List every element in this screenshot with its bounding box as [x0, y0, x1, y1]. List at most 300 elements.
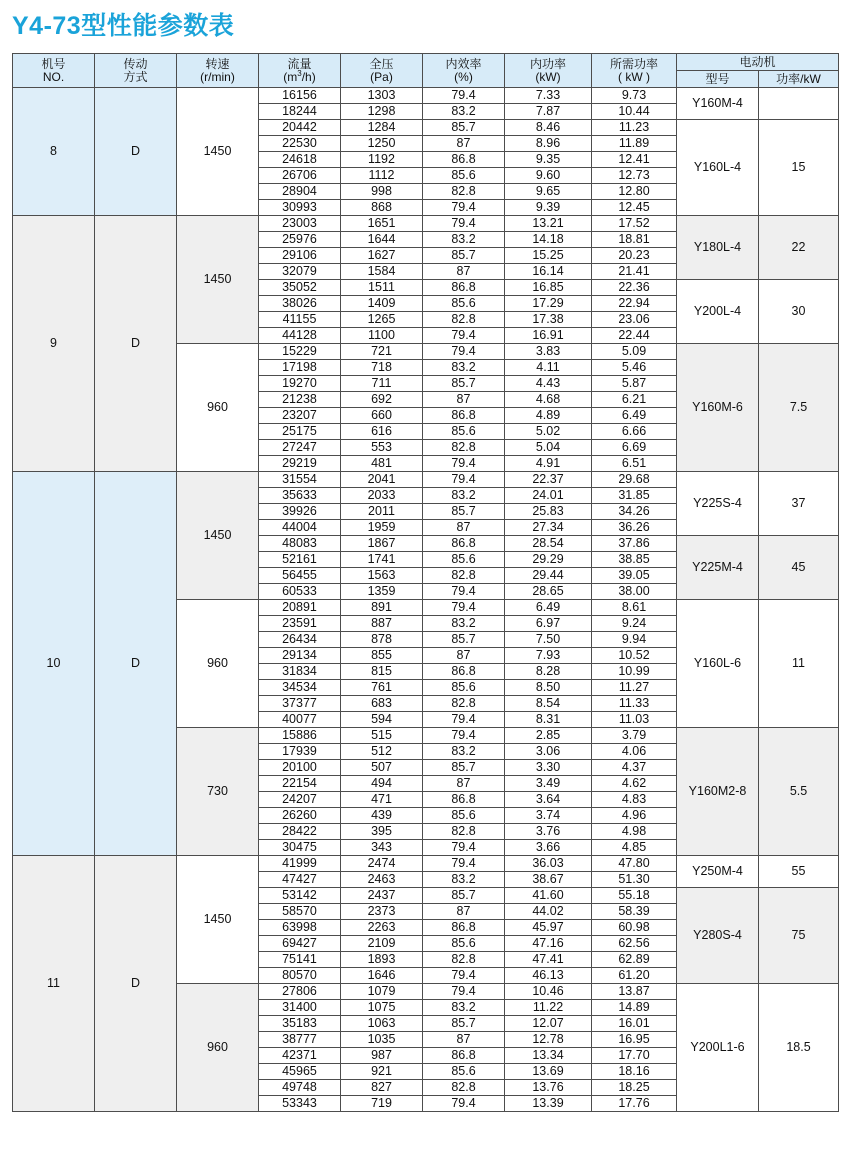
required-power-cell: 6.21	[592, 392, 677, 408]
motor-power-cell: 5.5	[759, 728, 839, 856]
required-power-cell: 37.86	[592, 536, 677, 552]
motor-power-cell: 37	[759, 472, 839, 536]
flow-cell: 48083	[259, 536, 341, 552]
flow-cell: 32079	[259, 264, 341, 280]
required-power-cell: 38.85	[592, 552, 677, 568]
motor-power-cell: 45	[759, 536, 839, 600]
table-row	[13, 216, 839, 232]
drive-cell: D	[95, 216, 177, 472]
required-power-cell: 17.76	[592, 1096, 677, 1112]
pressure-cell: 1250	[341, 136, 423, 152]
speed-cell: 960	[177, 344, 259, 472]
required-power-cell: 4.96	[592, 808, 677, 824]
internal-power-cell: 10.46	[505, 984, 592, 1000]
flow-cell: 29134	[259, 648, 341, 664]
motor-type-cell: Y180L-4	[677, 216, 759, 280]
efficiency-cell: 83.2	[423, 232, 505, 248]
required-power-cell: 8.61	[592, 600, 677, 616]
internal-power-cell: 14.18	[505, 232, 592, 248]
motor-type-cell: Y200L1-6	[677, 984, 759, 1112]
efficiency-cell: 79.4	[423, 344, 505, 360]
motor-type-cell: Y160M2-8	[677, 728, 759, 856]
required-power-cell: 17.70	[592, 1048, 677, 1064]
efficiency-cell: 79.4	[423, 840, 505, 856]
required-power-cell: 18.25	[592, 1080, 677, 1096]
efficiency-cell: 79.4	[423, 216, 505, 232]
internal-power-cell: 4.89	[505, 408, 592, 424]
internal-power-cell: 22.37	[505, 472, 592, 488]
required-power-cell: 60.98	[592, 920, 677, 936]
motor-type-cell: Y160L-4	[677, 120, 759, 216]
efficiency-cell: 79.4	[423, 456, 505, 472]
efficiency-cell: 79.4	[423, 328, 505, 344]
efficiency-cell: 82.8	[423, 440, 505, 456]
required-power-cell: 5.09	[592, 344, 677, 360]
flow-cell: 17939	[259, 744, 341, 760]
flow-cell: 56455	[259, 568, 341, 584]
machine-no-cell: 11	[13, 856, 95, 1112]
pressure-cell: 1644	[341, 232, 423, 248]
pressure-cell: 683	[341, 696, 423, 712]
flow-cell: 28904	[259, 184, 341, 200]
internal-power-cell: 4.91	[505, 456, 592, 472]
motor-type-cell: Y160L-6	[677, 600, 759, 728]
flow-cell: 31834	[259, 664, 341, 680]
pressure-cell: 1584	[341, 264, 423, 280]
flow-cell: 21238	[259, 392, 341, 408]
efficiency-cell: 79.4	[423, 200, 505, 216]
required-power-cell: 5.87	[592, 376, 677, 392]
efficiency-cell: 79.4	[423, 1096, 505, 1112]
required-power-cell: 36.26	[592, 520, 677, 536]
flow-cell: 31400	[259, 1000, 341, 1016]
efficiency-cell: 82.8	[423, 1080, 505, 1096]
required-power-cell: 13.87	[592, 984, 677, 1000]
flow-cell: 20891	[259, 600, 341, 616]
internal-power-cell: 15.25	[505, 248, 592, 264]
efficiency-cell: 83.2	[423, 360, 505, 376]
flow-cell: 27247	[259, 440, 341, 456]
required-power-cell: 22.94	[592, 296, 677, 312]
pressure-cell: 494	[341, 776, 423, 792]
drive-cell: D	[95, 856, 177, 1112]
flow-cell: 35633	[259, 488, 341, 504]
internal-power-cell: 17.38	[505, 312, 592, 328]
internal-power-cell: 47.41	[505, 952, 592, 968]
pressure-cell: 616	[341, 424, 423, 440]
required-power-cell: 4.85	[592, 840, 677, 856]
internal-power-cell: 13.69	[505, 1064, 592, 1080]
efficiency-cell: 87	[423, 392, 505, 408]
motor-power-cell: 55	[759, 856, 839, 888]
internal-power-cell: 17.29	[505, 296, 592, 312]
required-power-cell: 11.89	[592, 136, 677, 152]
efficiency-cell: 85.6	[423, 808, 505, 824]
efficiency-cell: 87	[423, 520, 505, 536]
required-power-cell: 10.99	[592, 664, 677, 680]
internal-power-cell: 38.67	[505, 872, 592, 888]
internal-power-cell: 3.30	[505, 760, 592, 776]
efficiency-cell: 86.8	[423, 536, 505, 552]
required-power-cell: 39.05	[592, 568, 677, 584]
efficiency-cell: 85.6	[423, 168, 505, 184]
flow-cell: 23591	[259, 616, 341, 632]
flow-cell: 26706	[259, 168, 341, 184]
required-power-cell: 58.39	[592, 904, 677, 920]
flow-cell: 25175	[259, 424, 341, 440]
flow-cell: 23207	[259, 408, 341, 424]
internal-power-cell: 3.64	[505, 792, 592, 808]
required-power-cell: 3.79	[592, 728, 677, 744]
flow-cell: 30993	[259, 200, 341, 216]
pressure-cell: 660	[341, 408, 423, 424]
speed-cell: 730	[177, 728, 259, 856]
required-power-cell: 10.44	[592, 104, 677, 120]
required-power-cell: 55.18	[592, 888, 677, 904]
internal-power-cell: 2.85	[505, 728, 592, 744]
page-title: Y4-73型性能参数表	[12, 12, 235, 40]
internal-power-cell: 8.50	[505, 680, 592, 696]
flow-cell: 38026	[259, 296, 341, 312]
required-power-cell: 29.68	[592, 472, 677, 488]
required-power-cell: 20.23	[592, 248, 677, 264]
required-power-cell: 62.89	[592, 952, 677, 968]
internal-power-cell: 13.76	[505, 1080, 592, 1096]
pressure-cell: 921	[341, 1064, 423, 1080]
efficiency-cell: 87	[423, 648, 505, 664]
internal-power-cell: 3.06	[505, 744, 592, 760]
internal-power-cell: 5.04	[505, 440, 592, 456]
pressure-cell: 1959	[341, 520, 423, 536]
speed-cell: 1450	[177, 88, 259, 216]
internal-power-cell: 29.44	[505, 568, 592, 584]
col-header-model-no: 机号 NO.	[13, 54, 95, 88]
speed-cell: 960	[177, 984, 259, 1112]
pressure-cell: 1627	[341, 248, 423, 264]
internal-power-cell: 13.21	[505, 216, 592, 232]
flow-cell: 20100	[259, 760, 341, 776]
pressure-cell: 1409	[341, 296, 423, 312]
internal-power-cell: 25.83	[505, 504, 592, 520]
flow-cell: 47427	[259, 872, 341, 888]
motor-type-cell: Y160M-4	[677, 88, 759, 120]
motor-type-cell: Y160M-6	[677, 344, 759, 472]
pressure-cell: 711	[341, 376, 423, 392]
pressure-cell: 1075	[341, 1000, 423, 1016]
internal-power-cell: 47.16	[505, 936, 592, 952]
required-power-cell: 51.30	[592, 872, 677, 888]
motor-type-cell: Y280S-4	[677, 888, 759, 984]
efficiency-cell: 82.8	[423, 568, 505, 584]
col-header-flow: 流量 $(m^3/h)$	[259, 54, 341, 88]
flow-cell: 53142	[259, 888, 341, 904]
motor-power-cell: 7.5	[759, 344, 839, 472]
efficiency-cell: 79.4	[423, 712, 505, 728]
table-body	[13, 88, 839, 1112]
internal-power-cell: 24.01	[505, 488, 592, 504]
pressure-cell: 1298	[341, 104, 423, 120]
required-power-cell: 5.46	[592, 360, 677, 376]
pressure-cell: 1265	[341, 312, 423, 328]
flow-cell: 45965	[259, 1064, 341, 1080]
col-header-motor-type: 型号	[677, 71, 759, 88]
speed-cell: 1450	[177, 472, 259, 600]
efficiency-cell: 83.2	[423, 616, 505, 632]
efficiency-cell: 79.4	[423, 856, 505, 872]
internal-power-cell: 3.76	[505, 824, 592, 840]
pressure-cell: 395	[341, 824, 423, 840]
motor-type-cell: Y225S-4	[677, 472, 759, 536]
pressure-cell: 878	[341, 632, 423, 648]
flow-cell: 31554	[259, 472, 341, 488]
flow-cell: 29106	[259, 248, 341, 264]
internal-power-cell: 6.97	[505, 616, 592, 632]
motor-type-cell: Y200L-4	[677, 280, 759, 344]
efficiency-cell: 85.6	[423, 296, 505, 312]
internal-power-cell: 16.14	[505, 264, 592, 280]
flow-cell: 15229	[259, 344, 341, 360]
required-power-cell: 22.44	[592, 328, 677, 344]
required-power-cell: 12.45	[592, 200, 677, 216]
internal-power-cell: 7.33	[505, 88, 592, 104]
flow-cell: 34534	[259, 680, 341, 696]
required-power-cell: 6.69	[592, 440, 677, 456]
internal-power-cell: 9.65	[505, 184, 592, 200]
pressure-cell: 515	[341, 728, 423, 744]
efficiency-cell: 83.2	[423, 104, 505, 120]
required-power-cell: 12.41	[592, 152, 677, 168]
flow-cell: 18244	[259, 104, 341, 120]
required-power-cell: 4.37	[592, 760, 677, 776]
motor-power-cell: 75	[759, 888, 839, 984]
required-power-cell: 22.36	[592, 280, 677, 296]
required-power-cell: 18.81	[592, 232, 677, 248]
efficiency-cell: 86.8	[423, 920, 505, 936]
pressure-cell: 1867	[341, 536, 423, 552]
internal-power-cell: 13.39	[505, 1096, 592, 1112]
flow-cell: 49748	[259, 1080, 341, 1096]
pressure-cell: 868	[341, 200, 423, 216]
flow-cell: 80570	[259, 968, 341, 984]
motor-type-cell: Y225M-4	[677, 536, 759, 600]
required-power-cell: 12.80	[592, 184, 677, 200]
efficiency-cell: 86.8	[423, 792, 505, 808]
col-header-required-power: 所需功率 ( kW )	[592, 54, 677, 88]
speed-cell: 960	[177, 600, 259, 728]
pressure-cell: 1192	[341, 152, 423, 168]
flow-cell: 41999	[259, 856, 341, 872]
efficiency-cell: 86.8	[423, 408, 505, 424]
flow-cell: 24618	[259, 152, 341, 168]
internal-power-cell: 8.28	[505, 664, 592, 680]
pressure-cell: 2474	[341, 856, 423, 872]
flow-cell: 22154	[259, 776, 341, 792]
pressure-cell: 1303	[341, 88, 423, 104]
pressure-cell: 815	[341, 664, 423, 680]
internal-power-cell: 16.85	[505, 280, 592, 296]
pressure-cell: 1651	[341, 216, 423, 232]
internal-power-cell: 3.74	[505, 808, 592, 824]
flow-cell: 35183	[259, 1016, 341, 1032]
internal-power-cell: 6.49	[505, 600, 592, 616]
flow-cell: 22530	[259, 136, 341, 152]
flow-cell: 16156	[259, 88, 341, 104]
pressure-cell: 718	[341, 360, 423, 376]
flow-cell: 60533	[259, 584, 341, 600]
efficiency-cell: 83.2	[423, 1000, 505, 1016]
internal-power-cell: 8.54	[505, 696, 592, 712]
efficiency-cell: 85.6	[423, 680, 505, 696]
efficiency-cell: 87	[423, 904, 505, 920]
flow-cell: 24207	[259, 792, 341, 808]
pressure-cell: 481	[341, 456, 423, 472]
efficiency-cell: 85.6	[423, 1064, 505, 1080]
internal-power-cell: 9.60	[505, 168, 592, 184]
efficiency-cell: 79.4	[423, 472, 505, 488]
required-power-cell: 31.85	[592, 488, 677, 504]
flow-cell: 53343	[259, 1096, 341, 1112]
table-row	[13, 856, 839, 872]
pressure-cell: 1741	[341, 552, 423, 568]
drive-cell: D	[95, 472, 177, 856]
motor-power-cell	[759, 88, 839, 120]
motor-power-cell: 15	[759, 120, 839, 216]
pressure-cell: 471	[341, 792, 423, 808]
efficiency-cell: 79.4	[423, 728, 505, 744]
required-power-cell: 9.94	[592, 632, 677, 648]
pressure-cell: 2011	[341, 504, 423, 520]
flow-cell: 30475	[259, 840, 341, 856]
pressure-cell: 692	[341, 392, 423, 408]
flow-cell: 27806	[259, 984, 341, 1000]
required-power-cell: 61.20	[592, 968, 677, 984]
internal-power-cell: 11.22	[505, 1000, 592, 1016]
pressure-cell: 343	[341, 840, 423, 856]
efficiency-cell: 83.2	[423, 488, 505, 504]
internal-power-cell: 7.50	[505, 632, 592, 648]
col-header-speed: 转速 (r/min)	[177, 54, 259, 88]
flow-cell: 58570	[259, 904, 341, 920]
internal-power-cell: 46.13	[505, 968, 592, 984]
pressure-cell: 1035	[341, 1032, 423, 1048]
required-power-cell: 4.62	[592, 776, 677, 792]
efficiency-cell: 86.8	[423, 280, 505, 296]
efficiency-cell: 85.7	[423, 888, 505, 904]
col-header-motor-power: 功率/kW	[759, 71, 839, 88]
flow-cell: 63998	[259, 920, 341, 936]
efficiency-cell: 85.7	[423, 120, 505, 136]
efficiency-cell: 82.8	[423, 312, 505, 328]
flow-cell: 28422	[259, 824, 341, 840]
efficiency-cell: 87	[423, 136, 505, 152]
efficiency-cell: 85.7	[423, 504, 505, 520]
pressure-cell: 719	[341, 1096, 423, 1112]
pressure-cell: 1100	[341, 328, 423, 344]
efficiency-cell: 86.8	[423, 664, 505, 680]
motor-power-cell: 11	[759, 600, 839, 728]
internal-power-cell: 8.96	[505, 136, 592, 152]
internal-power-cell: 3.66	[505, 840, 592, 856]
internal-power-cell: 44.02	[505, 904, 592, 920]
internal-power-cell: 41.60	[505, 888, 592, 904]
internal-power-cell: 4.68	[505, 392, 592, 408]
internal-power-cell: 3.83	[505, 344, 592, 360]
required-power-cell: 12.73	[592, 168, 677, 184]
efficiency-cell: 83.2	[423, 744, 505, 760]
required-power-cell: 4.06	[592, 744, 677, 760]
pressure-cell: 2373	[341, 904, 423, 920]
flow-cell: 42371	[259, 1048, 341, 1064]
speed-cell: 1450	[177, 856, 259, 984]
internal-power-cell: 3.49	[505, 776, 592, 792]
required-power-cell: 11.03	[592, 712, 677, 728]
flow-cell: 23003	[259, 216, 341, 232]
efficiency-cell: 85.7	[423, 248, 505, 264]
efficiency-cell: 79.4	[423, 968, 505, 984]
required-power-cell: 6.49	[592, 408, 677, 424]
flow-cell: 40077	[259, 712, 341, 728]
flow-cell: 75141	[259, 952, 341, 968]
internal-power-cell: 36.03	[505, 856, 592, 872]
table-row	[13, 472, 839, 488]
flow-cell: 26434	[259, 632, 341, 648]
pressure-cell: 1079	[341, 984, 423, 1000]
required-power-cell: 6.51	[592, 456, 677, 472]
internal-power-cell: 27.34	[505, 520, 592, 536]
col-header-motor: 电动机	[677, 54, 839, 71]
pressure-cell: 827	[341, 1080, 423, 1096]
col-header-internal-power: 内功率 (kW)	[505, 54, 592, 88]
required-power-cell: 23.06	[592, 312, 677, 328]
motor-power-cell: 18.5	[759, 984, 839, 1112]
pressure-cell: 761	[341, 680, 423, 696]
required-power-cell: 4.98	[592, 824, 677, 840]
pressure-cell: 891	[341, 600, 423, 616]
internal-power-cell: 4.11	[505, 360, 592, 376]
efficiency-cell: 87	[423, 264, 505, 280]
pressure-cell: 2437	[341, 888, 423, 904]
efficiency-cell: 85.6	[423, 552, 505, 568]
machine-no-cell: 10	[13, 472, 95, 856]
internal-power-cell: 28.65	[505, 584, 592, 600]
table-header	[13, 54, 839, 88]
pressure-cell: 2263	[341, 920, 423, 936]
performance-table	[12, 53, 839, 1112]
internal-power-cell: 13.34	[505, 1048, 592, 1064]
internal-power-cell: 9.35	[505, 152, 592, 168]
required-power-cell: 62.56	[592, 936, 677, 952]
pressure-cell: 1511	[341, 280, 423, 296]
internal-power-cell: 16.91	[505, 328, 592, 344]
pressure-cell: 1063	[341, 1016, 423, 1032]
internal-power-cell: 12.78	[505, 1032, 592, 1048]
required-power-cell: 9.73	[592, 88, 677, 104]
internal-power-cell: 7.87	[505, 104, 592, 120]
flow-cell: 41155	[259, 312, 341, 328]
efficiency-cell: 85.6	[423, 936, 505, 952]
flow-cell: 35052	[259, 280, 341, 296]
flow-cell: 44004	[259, 520, 341, 536]
flow-cell: 20442	[259, 120, 341, 136]
internal-power-cell: 12.07	[505, 1016, 592, 1032]
col-header-efficiency: 内效率 (%)	[423, 54, 505, 88]
internal-power-cell: 5.02	[505, 424, 592, 440]
efficiency-cell: 87	[423, 776, 505, 792]
efficiency-cell: 86.8	[423, 1048, 505, 1064]
internal-power-cell: 45.97	[505, 920, 592, 936]
pressure-cell: 594	[341, 712, 423, 728]
efficiency-cell: 85.7	[423, 1016, 505, 1032]
